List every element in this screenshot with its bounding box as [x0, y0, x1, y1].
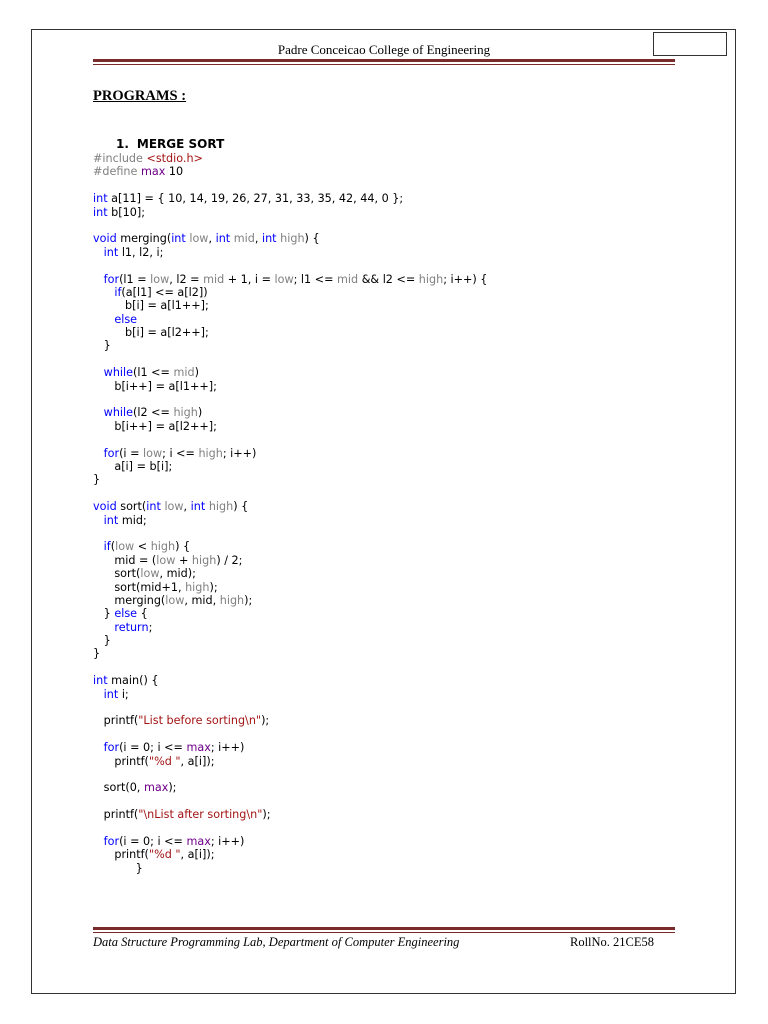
code-token: main() { [107, 674, 159, 688]
code-token: max [143, 781, 169, 795]
code-token: } [93, 339, 111, 353]
code-token: ; i++) [210, 834, 245, 848]
code-line [93, 594, 487, 607]
code-token: int [93, 205, 108, 219]
code-line [93, 607, 487, 620]
code-line [93, 326, 487, 339]
code-line [93, 286, 487, 299]
code-token: for [103, 272, 120, 286]
code-token: "%d " [148, 754, 181, 768]
code-token: ) { [233, 500, 249, 514]
code-token: mid; [118, 513, 147, 527]
code-token: , [208, 232, 216, 246]
code-token [93, 741, 104, 754]
code-token: ; i++) [222, 446, 257, 460]
code-token: high [173, 406, 198, 420]
code-token: high [191, 553, 217, 567]
code-token: int [146, 500, 161, 514]
code-token: { [137, 607, 148, 621]
code-token: low [143, 446, 163, 460]
code-line [93, 179, 487, 192]
code-token: high [280, 232, 305, 246]
code-token: mid [173, 366, 195, 380]
code-token: } [93, 647, 101, 661]
code-token: ; l1 <= [293, 272, 338, 286]
code-line [93, 259, 487, 272]
code-token: printf( [93, 714, 139, 728]
code-line [93, 165, 487, 178]
section-title-text: MERGE SORT [136, 137, 225, 151]
code-token: merging( [116, 232, 172, 246]
code-token: #define [93, 165, 141, 179]
code-token: else [114, 607, 138, 621]
code-token: int [103, 687, 119, 701]
code-line [93, 554, 487, 567]
code-token: printf( [93, 848, 149, 862]
code-token: int [93, 192, 108, 206]
code-token: , [183, 500, 191, 514]
code-token: int [261, 232, 277, 246]
code-token: max [140, 165, 166, 179]
code-token: low [164, 500, 184, 514]
code-token [93, 621, 114, 634]
code-token: printf( [93, 754, 149, 768]
code-token [93, 688, 104, 701]
code-token: a[11] = { 10, 14, 19, 26, 27, 31, 33, 35, 42, 44, 0 }; [107, 192, 404, 206]
code-token: ; i++) { [443, 272, 488, 286]
section-number: 1. [116, 137, 129, 151]
code-token: b[i++] = a[l2++]; [93, 419, 217, 433]
code-token: } [93, 861, 143, 875]
code-token: for [103, 741, 120, 755]
header-title: Padre Conceicao College of Engineering [277, 42, 491, 57]
code-line [93, 647, 487, 660]
code-token: ; [148, 620, 153, 634]
code-token: for [103, 834, 120, 848]
code-line [93, 808, 487, 821]
code-line [93, 192, 487, 205]
code-line [93, 741, 487, 754]
code-line [93, 781, 487, 794]
code-token: b[i++] = a[l1++]; [93, 379, 217, 393]
code-token: int [93, 674, 108, 688]
code-token: low [165, 593, 185, 607]
code-line [93, 701, 487, 714]
code-line [93, 380, 487, 393]
code-token: "%d " [148, 848, 181, 862]
code-token: low [189, 232, 209, 246]
code-token: int [103, 245, 119, 259]
code-token: int [171, 232, 186, 246]
code-token: } [93, 607, 115, 621]
code-token: for [103, 446, 120, 460]
code-token: b[i] = a[l1++]; [93, 299, 209, 313]
code-token: 10 [165, 165, 184, 179]
header-rule [93, 59, 675, 65]
code-token [93, 273, 104, 286]
code-token: while [103, 366, 134, 380]
code-token: (l1 <= [133, 366, 174, 380]
code-token: if [103, 540, 111, 554]
footer-roll-number: RollNo. 21CE58 [570, 935, 655, 949]
code-token: merging( [93, 593, 166, 607]
code-line [93, 768, 487, 781]
code-line [93, 755, 487, 768]
code-token: low [150, 272, 170, 286]
code-token: (l1 = [119, 272, 151, 286]
code-line [93, 835, 487, 848]
code-line [93, 500, 487, 513]
code-token: ); [209, 580, 218, 594]
code-token: if [114, 285, 122, 299]
code-token: + 1, i = [224, 272, 275, 286]
code-line [93, 688, 487, 701]
code-token: ) [197, 406, 203, 420]
code-line [93, 674, 487, 687]
code-token: , l2 = [169, 272, 204, 286]
code-token [93, 246, 104, 259]
code-line [93, 219, 487, 232]
code-token: sort( [93, 567, 141, 581]
code-token [93, 406, 104, 419]
code-token [93, 835, 104, 848]
code-line [93, 848, 487, 861]
code-token: int [103, 513, 119, 527]
code-token: b[i] = a[l2++]; [93, 326, 209, 340]
code-token: ); [168, 781, 177, 795]
code-token: } [93, 634, 111, 648]
code-line [93, 473, 487, 486]
code-token: (l2 <= [133, 406, 174, 420]
code-token: "List before sorting\n" [138, 714, 262, 728]
code-token: (i = [119, 446, 144, 460]
code-line [93, 246, 487, 259]
code-line [93, 527, 487, 540]
code-token: ); [244, 593, 253, 607]
code-token: low [115, 540, 135, 554]
code-token: low [274, 272, 294, 286]
code-token: , [254, 232, 262, 246]
footer-rule [93, 927, 675, 933]
code-token: a[i] = b[i]; [93, 459, 173, 473]
code-line [93, 567, 487, 580]
code-token: high [219, 593, 245, 607]
code-token: sort( [116, 500, 147, 514]
code-token: sort(mid+1, [93, 580, 186, 594]
code-line [93, 514, 487, 527]
footer-lab-name: Data Structure Programming Lab, Department of Computer Engineering [93, 935, 460, 949]
code-line [93, 487, 487, 500]
code-token: , mid, [184, 593, 220, 607]
code-line [93, 313, 487, 326]
code-token: ) { [304, 232, 320, 246]
code-listing [93, 152, 487, 875]
code-token [93, 313, 114, 326]
code-line [93, 420, 487, 433]
programs-heading: PROGRAMS : [93, 88, 187, 104]
code-token: b[10]; [107, 205, 145, 219]
code-token: (a[l1] <= a[l2]) [121, 285, 208, 299]
code-line [93, 353, 487, 366]
code-token: printf( [93, 808, 139, 822]
code-token [93, 447, 104, 460]
code-line [93, 339, 487, 352]
code-token [93, 286, 114, 299]
code-line [93, 393, 487, 406]
code-token: max [186, 834, 211, 848]
code-token: ) / 2; [216, 553, 243, 567]
code-token: low [156, 553, 176, 567]
code-token: void [93, 232, 117, 246]
code-line [93, 366, 487, 379]
code-line [93, 433, 487, 446]
code-line [93, 862, 487, 875]
code-token: + [175, 553, 192, 567]
code-token: mid [233, 232, 255, 246]
code-token: high [208, 500, 234, 514]
code-token: ); [261, 714, 270, 728]
code-token: ( [110, 540, 116, 554]
code-token: , a[i]); [180, 848, 215, 862]
code-token: ; i++) [210, 741, 245, 755]
code-line [93, 299, 487, 312]
code-token: , mid); [159, 567, 196, 581]
code-token: max [186, 741, 211, 755]
code-token: int [215, 232, 231, 246]
code-token [93, 514, 104, 527]
code-token: mid = ( [93, 553, 157, 567]
header-corner-box [653, 32, 727, 56]
code-token: #include [93, 152, 147, 165]
code-token: ; i <= [162, 446, 199, 460]
code-token: "\nList after sorting\n" [138, 808, 263, 822]
code-token: ) [194, 366, 199, 380]
code-token: void [93, 500, 117, 514]
code-line [93, 634, 487, 647]
code-token: while [103, 406, 134, 420]
code-token: mid [203, 272, 225, 286]
code-token: mid [337, 272, 359, 286]
code-token: int [190, 500, 206, 514]
code-token: i; [118, 687, 129, 701]
code-token: else [114, 312, 138, 326]
code-line [93, 206, 487, 219]
code-token: (i = 0; i <= [119, 834, 187, 848]
code-token: ) { [175, 540, 191, 554]
code-line [93, 822, 487, 835]
code-token: , a[i]); [180, 754, 215, 768]
code-token: <stdio.h> [146, 152, 203, 165]
code-line [93, 581, 487, 594]
code-line [93, 406, 487, 419]
section-title [116, 137, 224, 151]
code-line [93, 661, 487, 674]
code-token: sort(0, [93, 781, 144, 795]
code-token: high [418, 272, 444, 286]
code-line [93, 447, 487, 460]
code-token: } [93, 473, 101, 487]
code-line [93, 460, 487, 473]
code-token: l1, l2, i; [118, 245, 164, 259]
code-token: high [198, 446, 223, 460]
code-line [93, 728, 487, 741]
code-token [93, 366, 104, 379]
code-token: high [185, 580, 210, 594]
code-line [93, 714, 487, 727]
code-token: ); [262, 808, 271, 822]
code-token: high [150, 540, 176, 554]
code-line [93, 540, 487, 553]
code-line [93, 621, 487, 634]
code-token: < [134, 540, 151, 554]
code-line [93, 273, 487, 286]
code-line [93, 795, 487, 808]
code-line [93, 232, 487, 245]
code-token: && l2 <= [358, 272, 419, 286]
code-line [93, 152, 487, 165]
code-token: low [140, 567, 160, 581]
code-token: (i = 0; i <= [119, 741, 187, 755]
code-token: return [114, 620, 149, 634]
code-token [93, 540, 104, 553]
